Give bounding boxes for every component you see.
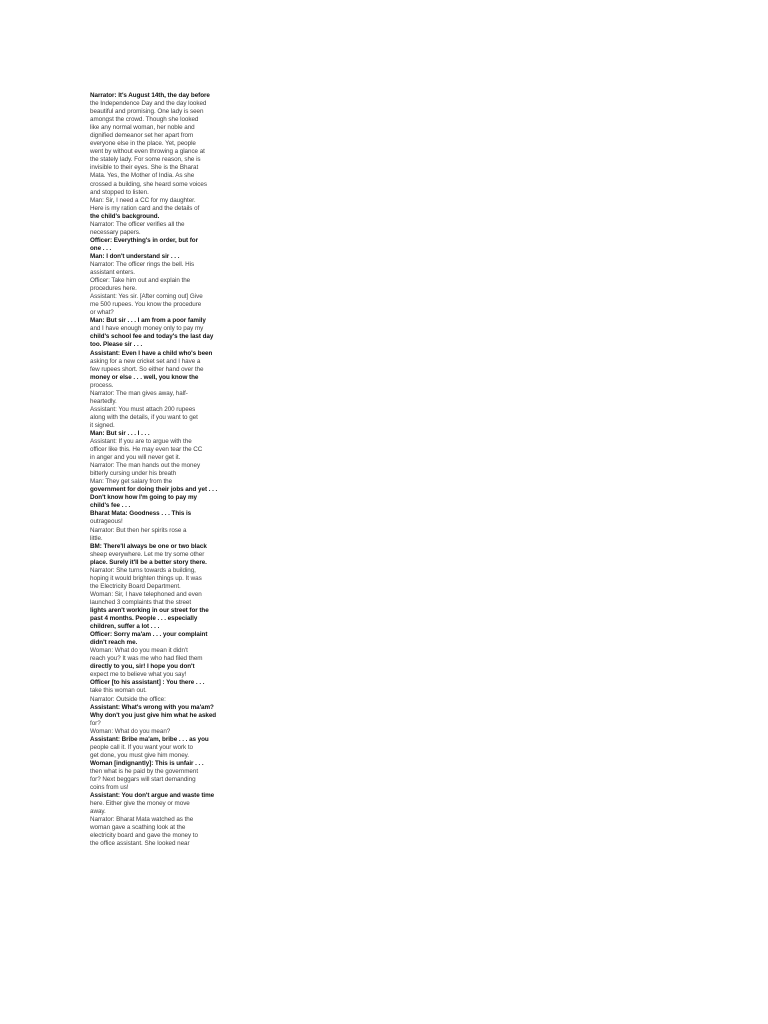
text-line: coins from us! [90,784,129,792]
text-line: in anger and you will never get it. [90,454,181,462]
text-line: past 4 months. People . . . especially [90,615,198,623]
text-line: Don't know how I'm going to pay my [90,494,197,502]
text-line: Man: I don't understand sir . . . [90,252,180,260]
text-line: procedures here. [90,285,137,293]
text-line: Here is my ration card and the details of [90,204,200,212]
text-line: Man: They get salary from the [90,478,173,486]
text-line: and stopped to listen. [90,188,149,196]
text-line: money or else . . . well, you know the [90,373,199,381]
text-line: process. [90,381,114,389]
text-line: sheep everywhere. Let me try some other [90,550,205,558]
text-line: for? Next beggars will start demanding [90,775,196,783]
text-line: Narrator: Outside the office: [90,695,166,703]
text-line: Assistant: If you are to argue with the [90,438,192,446]
text-line: beautiful and promising. One lady is seen [90,108,204,116]
text-line: few rupees short. So either hand over the [90,365,204,373]
text-line: Assistant: Yes sir. [After coming out] Give [90,293,203,301]
text-line: Officer: Take him out and explain the [90,277,191,285]
text-line: Man: But sir . . . I . . . [90,429,150,437]
text-line: too. Please sir . . . [90,341,143,349]
text-line: the Independence Day and the day looked [90,100,207,108]
text-line: directly to you, sir! I hope you don't [90,663,195,671]
text-line: Narrator: Bharat Mata watched as the [90,816,194,824]
text-line: invisible to their eyes. She is the Bharat [90,164,199,172]
text-line: Officer: Everything's in order, but for [90,236,199,244]
text-line: Narrator: It's August 14th, the day before [90,92,210,99]
text-line: place. Surely it'll be a better story there. [90,558,207,566]
text-line: then what is he paid by the government [90,767,199,775]
text-line: officer like this. He may even tear the CC [90,446,203,454]
text-line: Woman: Sir, I have telephoned and even [90,590,202,598]
text-line: expect me to believe what you say! [90,671,187,679]
text-line: the child's background. [90,212,160,220]
text-line: woman gave a scathing look at the [90,824,186,832]
text-line: get done, you must give him money. [90,751,189,759]
text-line: like any normal woman, her noble and [90,124,195,132]
text-line: or what? [90,309,114,317]
text-line: Why don't you just give him what he asked [90,711,217,719]
text-line: one . . . [90,244,112,252]
text-line: didn't reach me. [90,639,138,647]
text-line: crossed a building, she heard some voices [90,180,207,188]
text-line: the stately lady. For some reason, she is [90,156,201,164]
text-line: Narrator: The officer rings the bell. His [90,260,195,268]
text-line: outrageous! [90,518,123,526]
text-line: hoping it would brighten things up. It was [90,574,202,582]
text-line: Assistant: You must attach 200 rupees [90,405,196,413]
text-line: Man: But sir . . . I am from a poor family [90,317,206,325]
text-line: everyone else in the place. Yet, people [90,140,196,148]
text-line: children, suffer a lot . . . [90,623,160,631]
text-line: along with the details, if you want to get [90,413,198,421]
text-line: away. [90,808,106,816]
text-line: Narrator: But then her spirits rose a [90,526,187,534]
text-line: for? [90,719,101,727]
text-line: went by without even throwing a glance at [90,148,205,156]
text-line: Assistant: You don't argue and waste time [90,792,215,800]
text-line: dignified demeanor set her apart from [90,132,194,140]
text-line: Assistant: Even I have a child who's been [90,349,213,357]
text-line: bitterly cursing under his breath [90,470,177,478]
text-line: here. Either give the money or move [90,800,190,808]
text-line: Narrator: The man gives away, half- [90,389,188,397]
text-line: child's fee . . . [90,502,131,510]
text-line: electricity board and gave the money to [90,832,198,840]
story-text-column [90,92,222,848]
text-line: Man: Sir, I need a CC for my daughter. [90,196,196,204]
text-line: Assistant: Bribe ma'am, bribe . . . as you [90,735,209,743]
text-line: Narrator: The officer verifies all the [90,220,185,228]
text-line: me 500 rupees. You know the procedure [90,301,202,309]
text-line: child's school fee and today's the last day [90,333,214,341]
text-line: assistant enters. [90,269,135,277]
text-line: it signed. [90,421,115,429]
text-line: lights aren't working in our street for the [90,607,209,614]
text-line: people call it. If you want your work to [90,743,193,751]
text-line: Woman: What do you mean? [90,727,171,735]
text-line: Woman: What do you mean it didn't [90,647,188,655]
text-line: Officer: Sorry ma'am . . . your complaint [90,631,208,639]
text-line: Narrator: The man hands out the money [90,462,201,470]
text-line: launched 3 complaints that the street [90,598,192,606]
text-line: amongst the crowd. Though she looked [90,116,199,124]
text-line: BM: There'll always be one or two black [90,542,207,550]
text-line: Bharat Mata: Goodness . . . This is [90,510,192,518]
text-line: Mata. Yes, the Mother of India. As she [90,172,195,180]
text-line: little. [90,534,103,542]
text-line: take this woman out. [90,687,147,695]
text-line: heartedly. [90,397,117,405]
text-line: Officer [to his assistant] : You there . . . [90,679,205,687]
text-line: and I have enough money only to pay my [90,325,204,333]
text-line: Woman [indignantly]: This is unfair . . . [90,759,204,767]
text-line: the office assistant. She looked near [90,840,190,848]
text-line: Narrator: She turns towards a building, [90,566,196,574]
text-line: the Electricity Board Department. [90,582,181,590]
text-line: reach you? It was me who had filed them [90,655,203,663]
text-line: asking for a new cricket set and I have a [90,357,201,365]
text-line: Assistant: What's wrong with you ma'am? [90,703,214,711]
text-line: government for doing their jobs and yet . . . [90,486,218,494]
text-line: necessary papers. [90,228,141,236]
